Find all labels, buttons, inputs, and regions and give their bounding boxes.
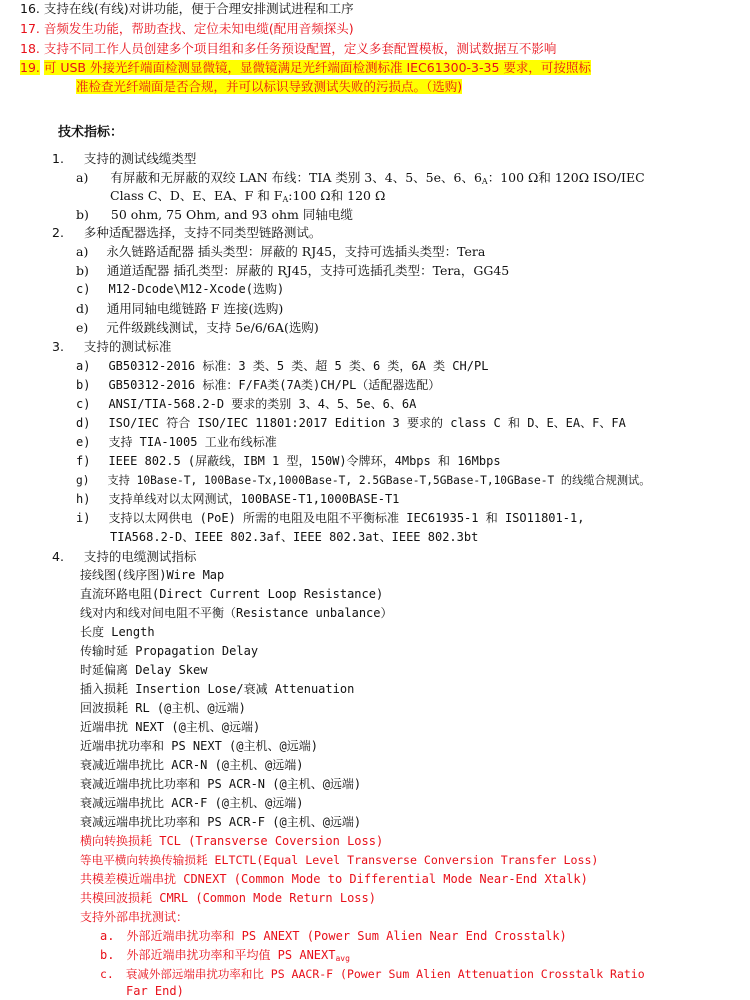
item-number: 17. — [20, 21, 40, 36]
item-text: 50 ohm, 75 Ohm, and 93 ohm 同轴电缆 — [110, 207, 353, 222]
item-letter: b) — [76, 207, 89, 222]
item-text-line2: 准检查光纤端面是否合规，并可以标识导致测试失败的污损点。（选购) — [76, 79, 463, 94]
section-3-item — [76, 358, 488, 375]
item-text: ISO/IEC 符合 ISO/IEC 11801:2017 Edition 3 要求的 class C 和 D、E、EA、F、FA — [108, 416, 626, 430]
item-letter: a) — [76, 244, 89, 259]
feature-item-19 — [20, 59, 591, 76]
section-1-item-a-cont — [110, 187, 385, 208]
section-3-item — [76, 510, 584, 527]
metric-item-red: 共模差模近端串扰 CDNEXT (Common Mode to Differential Mode Near-End Xtalk) — [80, 872, 588, 886]
section-heading: 技术指标： — [58, 125, 124, 140]
item-letter: d) — [76, 301, 89, 316]
item-letter: i) — [76, 511, 91, 525]
metric-item: 接线图(线序图)Wire Map — [80, 568, 225, 582]
feature-item-17 — [20, 20, 354, 37]
item-text: Class C、D、E、EA、F 和 F — [110, 188, 283, 203]
item-letter: f) — [76, 454, 91, 468]
section-number: 3. — [52, 339, 64, 354]
section-3-item-i-cont: TIA568.2-D、IEEE 802.3af、IEEE 802.3at、IEEE 802.3bt — [110, 530, 479, 544]
item-text: 支持不同工作人员创建多个项目组和多任务预设配置，定义多套配置模板，测试数据互不影响 — [43, 41, 557, 56]
feature-item-18 — [20, 40, 556, 57]
item-text: 支持在线(有线)对讲功能，便于合理安排测试进程和工序 — [43, 1, 354, 16]
item-text: 支持 TIA-1005 工业布线标准 — [108, 435, 277, 449]
item-text-end: ：100 Ω和 120Ω ISO/IEC — [487, 170, 645, 185]
item-text: 音频发生功能，帮助查找、定位未知电缆(配用音频探头) — [43, 21, 354, 36]
section-2-item — [76, 300, 283, 317]
item-letter: c) — [76, 282, 91, 296]
item-text: 有屏蔽和无屏蔽的双绞 LAN 布线：TIA 类别 3、4、5、5e、6、6 — [110, 170, 482, 185]
item-letter: a) — [76, 170, 89, 185]
metric-item: 插入损耗 Insertion Lose/衰减 Attenuation — [80, 682, 355, 696]
section-2-item — [76, 281, 284, 298]
item-letter: g) — [76, 474, 90, 487]
section-number: 2. — [52, 225, 64, 240]
feature-item-16 — [20, 0, 354, 17]
subscript: A — [282, 195, 289, 204]
item-text: IEEE 802.5 (屏蔽线，IBM 1 型，150W)令牌环，4Mbps 和 16Mbps — [108, 454, 501, 468]
section-title: 多种适配器选择，支持不同类型链路测试。 — [83, 225, 322, 240]
item-number: 18. — [20, 41, 40, 56]
section-2-item — [76, 262, 509, 279]
item-text: GB50312-2016 标准：3 类、5 类、超 5 类、6 类，6A 类 CH/PL — [108, 359, 489, 373]
item-letter: a. — [100, 929, 115, 943]
subscript: avg — [335, 954, 350, 963]
item-text: 衰减外部远端串扰功率和比 PS AACR-F (Power Sum Alien Attenuation Crosstalk Ratio — [125, 967, 645, 981]
item-text: 通用同轴电缆链路 F 连接(选购) — [106, 301, 284, 316]
item-number: 19. — [20, 60, 40, 75]
section-number: 4. — [52, 549, 64, 564]
section-3-item — [76, 434, 277, 451]
item-text: 外部近端串扰功率和平均值 PS ANEXT — [126, 948, 336, 962]
item-letter: c) — [76, 397, 91, 411]
item-text: 永久链路适配器 插头类型：屏蔽的 RJ45，支持可选插头类型：Tera — [106, 244, 486, 259]
item-text: 支持 10Base-T, 100Base-Tx,1000Base-T, 2.5GBase-T,5GBase-T,10GBase-T 的线缆合规测试。 — [107, 474, 651, 487]
section-number: 1. — [52, 151, 64, 166]
item-letter: a) — [76, 359, 91, 373]
metric-item: 线对内和线对间电阻不平衡（Resistance unbalance） — [80, 606, 393, 620]
metric-item: 回波损耗 RL (@主机、@远端) — [80, 701, 246, 715]
section-4-title — [52, 548, 196, 565]
item-text: 元件级跳线测试，支持 5e/6/6A(选购) — [106, 320, 319, 335]
item-letter: e) — [76, 320, 89, 335]
section-2-item — [76, 243, 485, 260]
item-text: 外部近端串扰功率和 PS ANEXT (Power Sum Alien Near End Crosstalk) — [126, 929, 567, 943]
metric-item: 时延偏离 Delay Skew — [80, 663, 208, 677]
item-text-end: :100 Ω和 120 Ω — [288, 188, 386, 203]
item-letter: c. — [100, 967, 114, 981]
item-text: 通道适配器 插孔类型：屏蔽的 RJ45，支持可选插孔类型：Tera，GG45 — [106, 263, 510, 278]
alien-item-cont: Far End) — [126, 984, 184, 998]
item-letter: b) — [76, 378, 91, 392]
section-3-item — [76, 453, 501, 470]
section-title: 支持的测试线缆类型 — [83, 151, 197, 166]
item-text: ANSI/TIA-568.2-D 要求的类别 3、4、5、5e、6、6A — [108, 397, 417, 411]
item-letter: h) — [76, 492, 91, 506]
metric-item-red: 支持外部串扰测试： — [80, 910, 189, 924]
section-3-item — [76, 377, 440, 394]
metric-item: 衰减近端串扰比 ACR-N (@主机、@远端) — [80, 758, 304, 772]
section-3-item — [76, 491, 399, 508]
metric-item-red: 横向转换损耗 TCL (Transverse Coversion Loss) — [80, 834, 384, 848]
item-letter: b. — [100, 948, 115, 962]
metric-item: 近端串扰 NEXT (@主机、@远端) — [80, 720, 261, 734]
metric-item-red: 等电平横向转换传输损耗 ELTCTL(Equal Level Transverse Conversion Transfer Loss) — [80, 853, 599, 867]
item-letter: d) — [76, 416, 91, 430]
section-3-item — [76, 472, 650, 489]
metric-item: 直流环路电阻(Direct Current Loop Resistance) — [80, 587, 384, 601]
metric-item: 衰减近端串扰比功率和 PS ACR-N (@主机、@远端) — [80, 777, 362, 791]
section-1-item-b — [76, 206, 353, 223]
item-text: 支持单线对以太网测试，100BASE-T1,1000BASE-T1 — [108, 492, 400, 506]
feature-item-19-cont — [76, 78, 462, 95]
item-letter: b) — [76, 263, 89, 278]
metric-item: 近端串扰功率和 PS NEXT (@主机、@远端) — [80, 739, 318, 753]
subscript: A — [481, 177, 488, 186]
item-text: GB50312-2016 标准：F/FA类(7A类)CH/PL（适配器选配） — [108, 378, 441, 392]
alien-item — [100, 947, 350, 967]
metric-item: 传输时延 Propagation Delay — [80, 644, 259, 658]
item-text: 支持以太网供电 (PoE) 所需的电阻及电阻不平衡标准 IEC61935-1 和 ISO11801-1, — [108, 511, 585, 525]
metric-item-red: 共模回波损耗 CMRL (Common Mode Return Loss) — [80, 891, 376, 905]
section-3-item — [76, 396, 416, 413]
section-title: 支持的电缆测试指标 — [83, 549, 197, 564]
metric-item: 衰减远端串扰比 ACR-F (@主机、@远端) — [80, 796, 304, 810]
section-1-title — [52, 150, 196, 167]
section-2-title — [52, 224, 321, 241]
section-3-title — [52, 338, 171, 355]
item-number: 16. — [20, 1, 40, 16]
item-text-line1: 可 USB 外接光纤端面检测显微镜，显微镜满足光纤端面检测标准 IEC61300-3-35 要求，可按照标 — [43, 60, 591, 75]
section-title: 支持的测试标准 — [83, 339, 172, 354]
item-text: M12-Dcode\M12-Xcode(选购) — [108, 282, 285, 296]
metric-item: 衰减远端串扰比功率和 PS ACR-F (@主机、@远端) — [80, 815, 362, 829]
section-2-item — [76, 319, 319, 336]
metric-item: 长度 Length — [80, 625, 155, 639]
item-letter: e) — [76, 435, 91, 449]
alien-item — [100, 928, 567, 945]
alien-item — [100, 966, 645, 983]
section-3-item — [76, 415, 626, 432]
